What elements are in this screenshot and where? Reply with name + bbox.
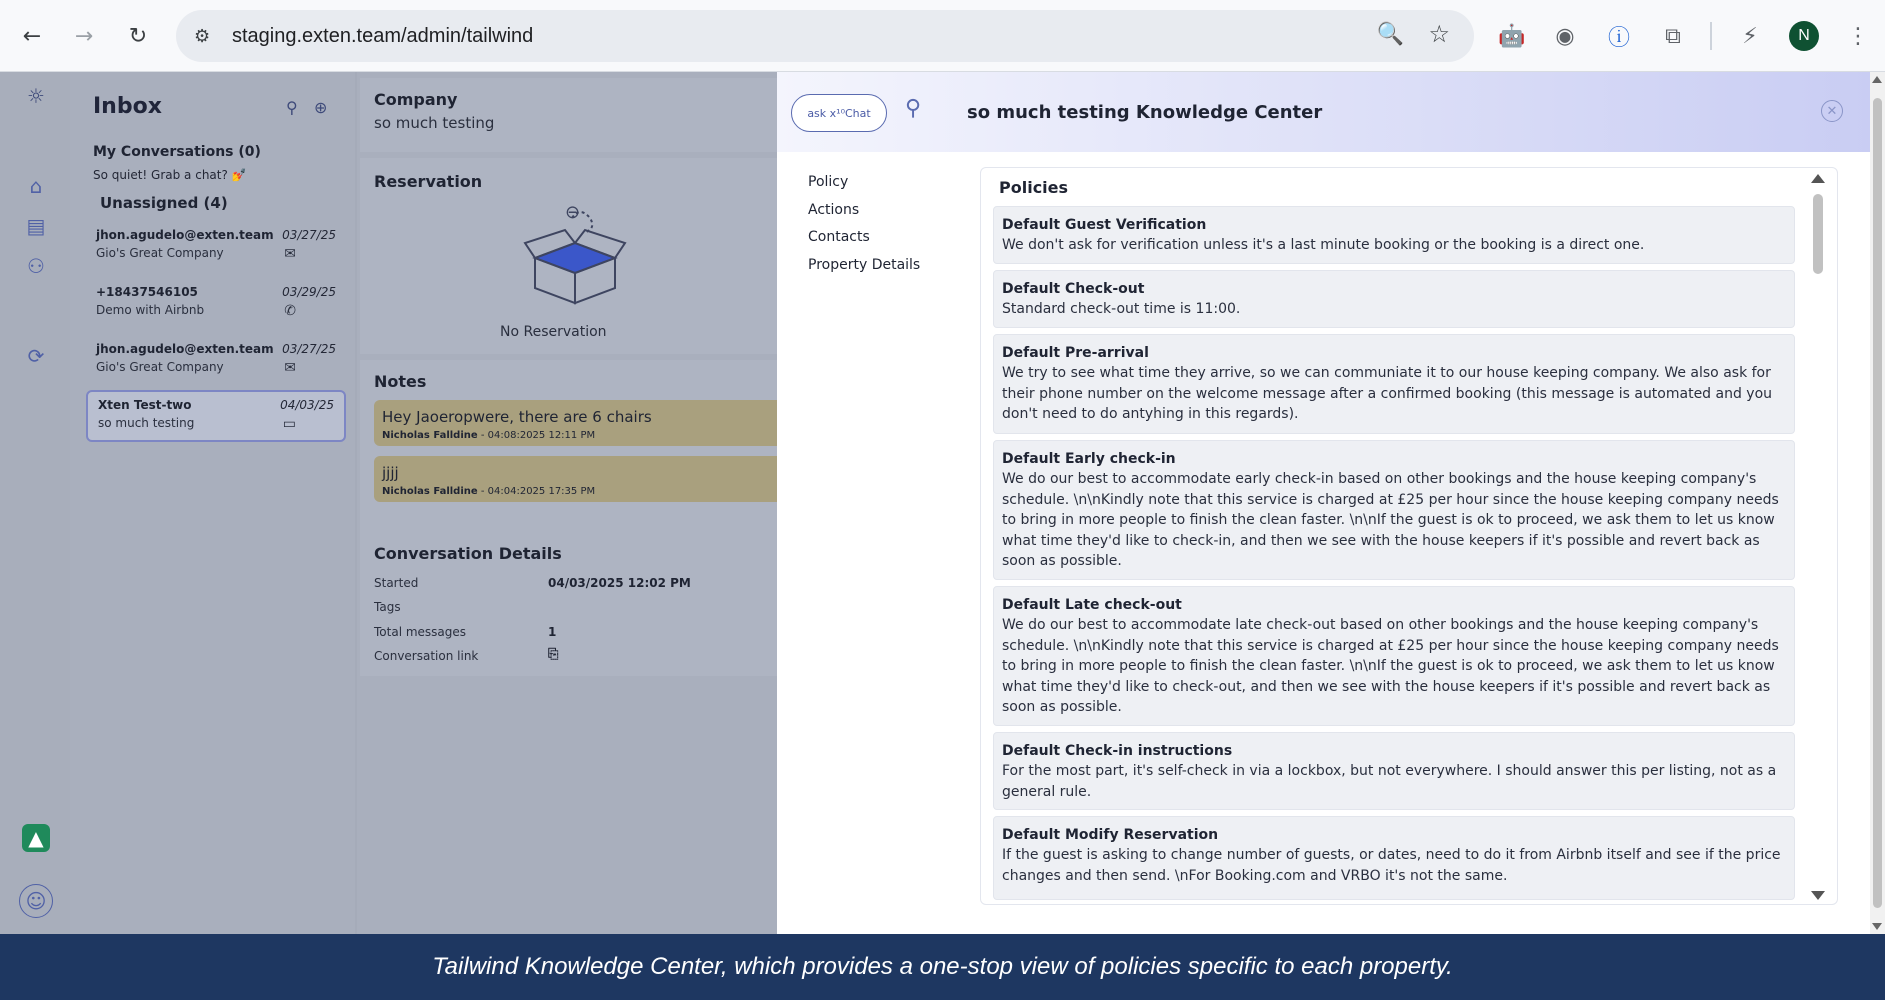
conversation-name: +18437546105 <box>96 285 198 299</box>
tags-label: Tags <box>374 600 401 614</box>
scroll-thumb[interactable] <box>1813 194 1823 274</box>
policy-title: Default Late check-out <box>1002 597 1182 613</box>
policy-title: Default Check-in instructions <box>1002 743 1233 759</box>
policy-title: Default Guest Verification <box>1002 217 1207 233</box>
scroll-thumb[interactable] <box>1873 98 1882 908</box>
total-messages-value: 1 <box>548 625 557 639</box>
conversation-company: Demo with Airbnb <box>96 303 205 317</box>
profile-avatar[interactable]: N <box>1789 21 1819 51</box>
conversation-name: Xten Test-two <box>98 398 192 412</box>
conversation-item-selected[interactable] <box>86 390 346 442</box>
note-item[interactable] <box>374 400 794 446</box>
close-icon[interactable]: ✕ <box>1821 100 1843 122</box>
reservation-card <box>360 158 777 354</box>
note-text: jjjj <box>382 464 399 482</box>
scroll-up-icon[interactable] <box>1872 76 1882 83</box>
search-icon[interactable]: ⚲ <box>286 98 298 117</box>
my-conversations-heading[interactable]: My Conversations (0) <box>93 144 261 160</box>
note-text: Hey Jaoeropwere, there are 6 chairs <box>382 408 652 426</box>
conversation-link-label: Conversation link <box>374 649 479 663</box>
total-messages-label: Total messages <box>374 625 467 639</box>
conversation-item[interactable] <box>86 222 346 274</box>
nav-property-details[interactable]: Property Details <box>808 257 921 273</box>
policy-description: We do our best to accommodate early check-in based on other bookings and the house keeping company's schedule. \n\nKindly note that this service is charged at £25 per hour since the house keeping company needs to bring in more people to finish the clean faster. \n\nIf the guest is ok to proceed, we ask them to let us know what time they'd like to check-in, and then we see with the house keepers if it's possible and revert back as soon as possible. <box>1002 471 1779 570</box>
empty-message: So quiet! Grab a chat? 💅 <box>93 168 247 182</box>
url-text[interactable]: staging.exten.team/admin/tailwind <box>232 24 534 47</box>
puzzle-extension-icon[interactable]: ⧉ <box>1665 23 1681 49</box>
note-author: Nicholas Falldine <box>382 430 478 441</box>
password-extension-icon[interactable]: ⓘ <box>1607 25 1630 51</box>
policy-title: Default Check-out <box>1002 281 1145 297</box>
tune-icon[interactable]: ⚙ <box>194 25 211 47</box>
svg-text:⊖: ⊖ <box>565 202 581 223</box>
conversation-company: Gio's Great Company <box>96 360 224 374</box>
star-icon[interactable]: ☆ <box>1428 20 1450 48</box>
conversation-name: jhon.agudelo@exten.team <box>96 342 274 356</box>
policy-description: We don't ask for verification unless it's a last minute booking or the booking is a direct one. <box>1002 237 1645 253</box>
note-author: Nicholas Falldine <box>382 486 478 497</box>
note-meta <box>382 430 595 441</box>
knowledge-center-header <box>777 72 1870 152</box>
policy-title: Default Modify Reservation <box>1002 827 1219 843</box>
knowledge-center-title: so much testing Knowledge Center <box>967 102 1323 123</box>
search-icon[interactable]: ⚲ <box>905 96 922 121</box>
no-reservation-text: No Reservation <box>500 324 607 340</box>
policies-scrollbar[interactable] <box>1803 168 1835 906</box>
browser-toolbar <box>0 0 1885 72</box>
note-meta <box>382 486 595 497</box>
policy-title: Default Pre-arrival <box>1002 345 1149 361</box>
toolbar-separator <box>1710 22 1712 50</box>
app-area <box>0 72 1885 934</box>
policy-card <box>993 816 1795 900</box>
conversation-date: 03/27/25 <box>282 228 336 242</box>
note-time: - 04:08:2025 12:11 PM <box>477 430 596 441</box>
phone-icon: ✆ <box>284 303 296 319</box>
policy-description: We do our best to accommodate late check-out based on other bookings and the house keeping company's schedule. \n\nKindly note that this service is charged at £25 per hour since the house keeping company needs to bring in more people to finish the clean faster. \n\nIf the guest is ok to proceed, we ask them to let us know what time they'd like to check-out, and then we see with the house keepers if it's possible and revert back as soon as possible. <box>1002 617 1779 716</box>
policy-card <box>993 586 1795 726</box>
policies-box <box>980 167 1838 905</box>
email-icon: ✉ <box>284 246 296 262</box>
scroll-down-icon[interactable] <box>1811 891 1825 900</box>
policy-card <box>993 206 1795 264</box>
conversation-company: so much testing <box>98 416 195 430</box>
brand-logo-icon[interactable]: ☼ <box>27 84 45 108</box>
policy-description: If the guest is asking to change number of guests, or dates, need to do it from Airbnb itself and see if the price changes and then send. \nFor Booking.com and VRBO it's not the same. <box>1002 847 1781 884</box>
conversation-date: 03/29/25 <box>282 285 336 299</box>
notes-label: Notes <box>374 372 427 391</box>
policy-title: Default Early check-in <box>1002 451 1176 467</box>
conversation-details-panel <box>357 72 777 934</box>
policy-card <box>993 334 1795 434</box>
company-card <box>360 78 777 152</box>
ask-chat-button[interactable]: ask x¹⁰Chat <box>791 94 887 132</box>
home-icon[interactable]: ⌂ <box>29 174 43 198</box>
company-label: Company <box>374 90 458 109</box>
reddit-extension-icon[interactable]: ◉ <box>1555 23 1575 49</box>
unassigned-heading[interactable]: Unassigned (4) <box>100 194 228 212</box>
note-item[interactable] <box>374 456 794 502</box>
empty-box-icon <box>520 198 630 308</box>
inbox-panel <box>70 72 355 934</box>
forward-icon[interactable]: → <box>74 23 94 49</box>
reload-icon[interactable]: ↻ <box>128 23 148 49</box>
robot-extension-icon[interactable]: 🤖 <box>1498 23 1526 49</box>
address-bar[interactable] <box>176 10 1474 62</box>
policies-heading: Policies <box>999 178 1069 197</box>
scroll-down-icon[interactable] <box>1872 923 1882 930</box>
conversation-item[interactable] <box>86 279 346 331</box>
policy-card <box>993 440 1795 580</box>
nav-policy[interactable]: Policy <box>808 174 849 190</box>
zoom-icon[interactable]: 🔍 <box>1376 22 1404 47</box>
policy-card <box>993 732 1795 810</box>
nav-actions[interactable]: Actions <box>808 202 860 218</box>
user-profile-icon[interactable]: ☺ <box>19 884 53 918</box>
policy-description: We try to see what time they arrive, so we can communiate it to our house keeping company. We also ask for their phone number on the welcome message after a confirmed booking (this message is automated and you don't need to do antyhing in this regards). <box>1002 365 1773 423</box>
conversation-date: 03/27/25 <box>282 342 336 356</box>
conversation-details-card <box>360 530 777 676</box>
scroll-up-icon[interactable] <box>1811 174 1825 183</box>
policy-description: For the most part, it's self-check in via a lockbox, but not everywhere. I should answer this per listing, not as a general rule. <box>1002 763 1777 800</box>
note-time: - 04:04:2025 17:35 PM <box>477 486 596 497</box>
window-scrollbar[interactable] <box>1870 72 1885 934</box>
add-icon[interactable]: ⊕ <box>314 98 328 117</box>
started-value: 04/03/2025 12:02 PM <box>548 576 691 590</box>
company-value: so much testing <box>374 114 495 132</box>
back-icon[interactable]: ← <box>22 23 42 49</box>
nav-contacts[interactable]: Contacts <box>808 229 870 245</box>
policy-card <box>993 270 1795 328</box>
caption-banner: Tailwind Knowledge Center, which provides a one-stop view of policies specific to each property. <box>0 934 1885 1000</box>
reservation-label: Reservation <box>374 172 483 191</box>
conversation-name: jhon.agudelo@exten.team <box>96 228 274 242</box>
conversation-date: 04/03/25 <box>280 398 334 412</box>
notification-icon[interactable]: ▲ <box>22 824 50 852</box>
copy-link-icon[interactable]: ⎘ <box>548 647 559 662</box>
menu-icon[interactable]: ⋮ <box>1847 23 1869 49</box>
inbox-title: Inbox <box>93 94 162 119</box>
side-rail <box>0 72 70 934</box>
knowledge-center-panel <box>777 72 1870 934</box>
conversation-item[interactable] <box>86 336 346 388</box>
started-label: Started <box>374 576 419 590</box>
policy-description: Standard check-out time is 11:00. <box>1002 301 1241 317</box>
building-icon[interactable]: ▤ <box>26 214 46 238</box>
conversation-company: Gio's Great Company <box>96 246 224 260</box>
sync-icon[interactable]: ⟳ <box>27 344 45 368</box>
email-icon: ✉ <box>284 360 296 376</box>
bolt-extension-icon[interactable]: ⚡ <box>1742 23 1758 49</box>
sms-icon: ▭ <box>282 416 296 432</box>
users-icon[interactable]: ⚇ <box>27 254 45 278</box>
conversation-details-label: Conversation Details <box>374 544 562 563</box>
